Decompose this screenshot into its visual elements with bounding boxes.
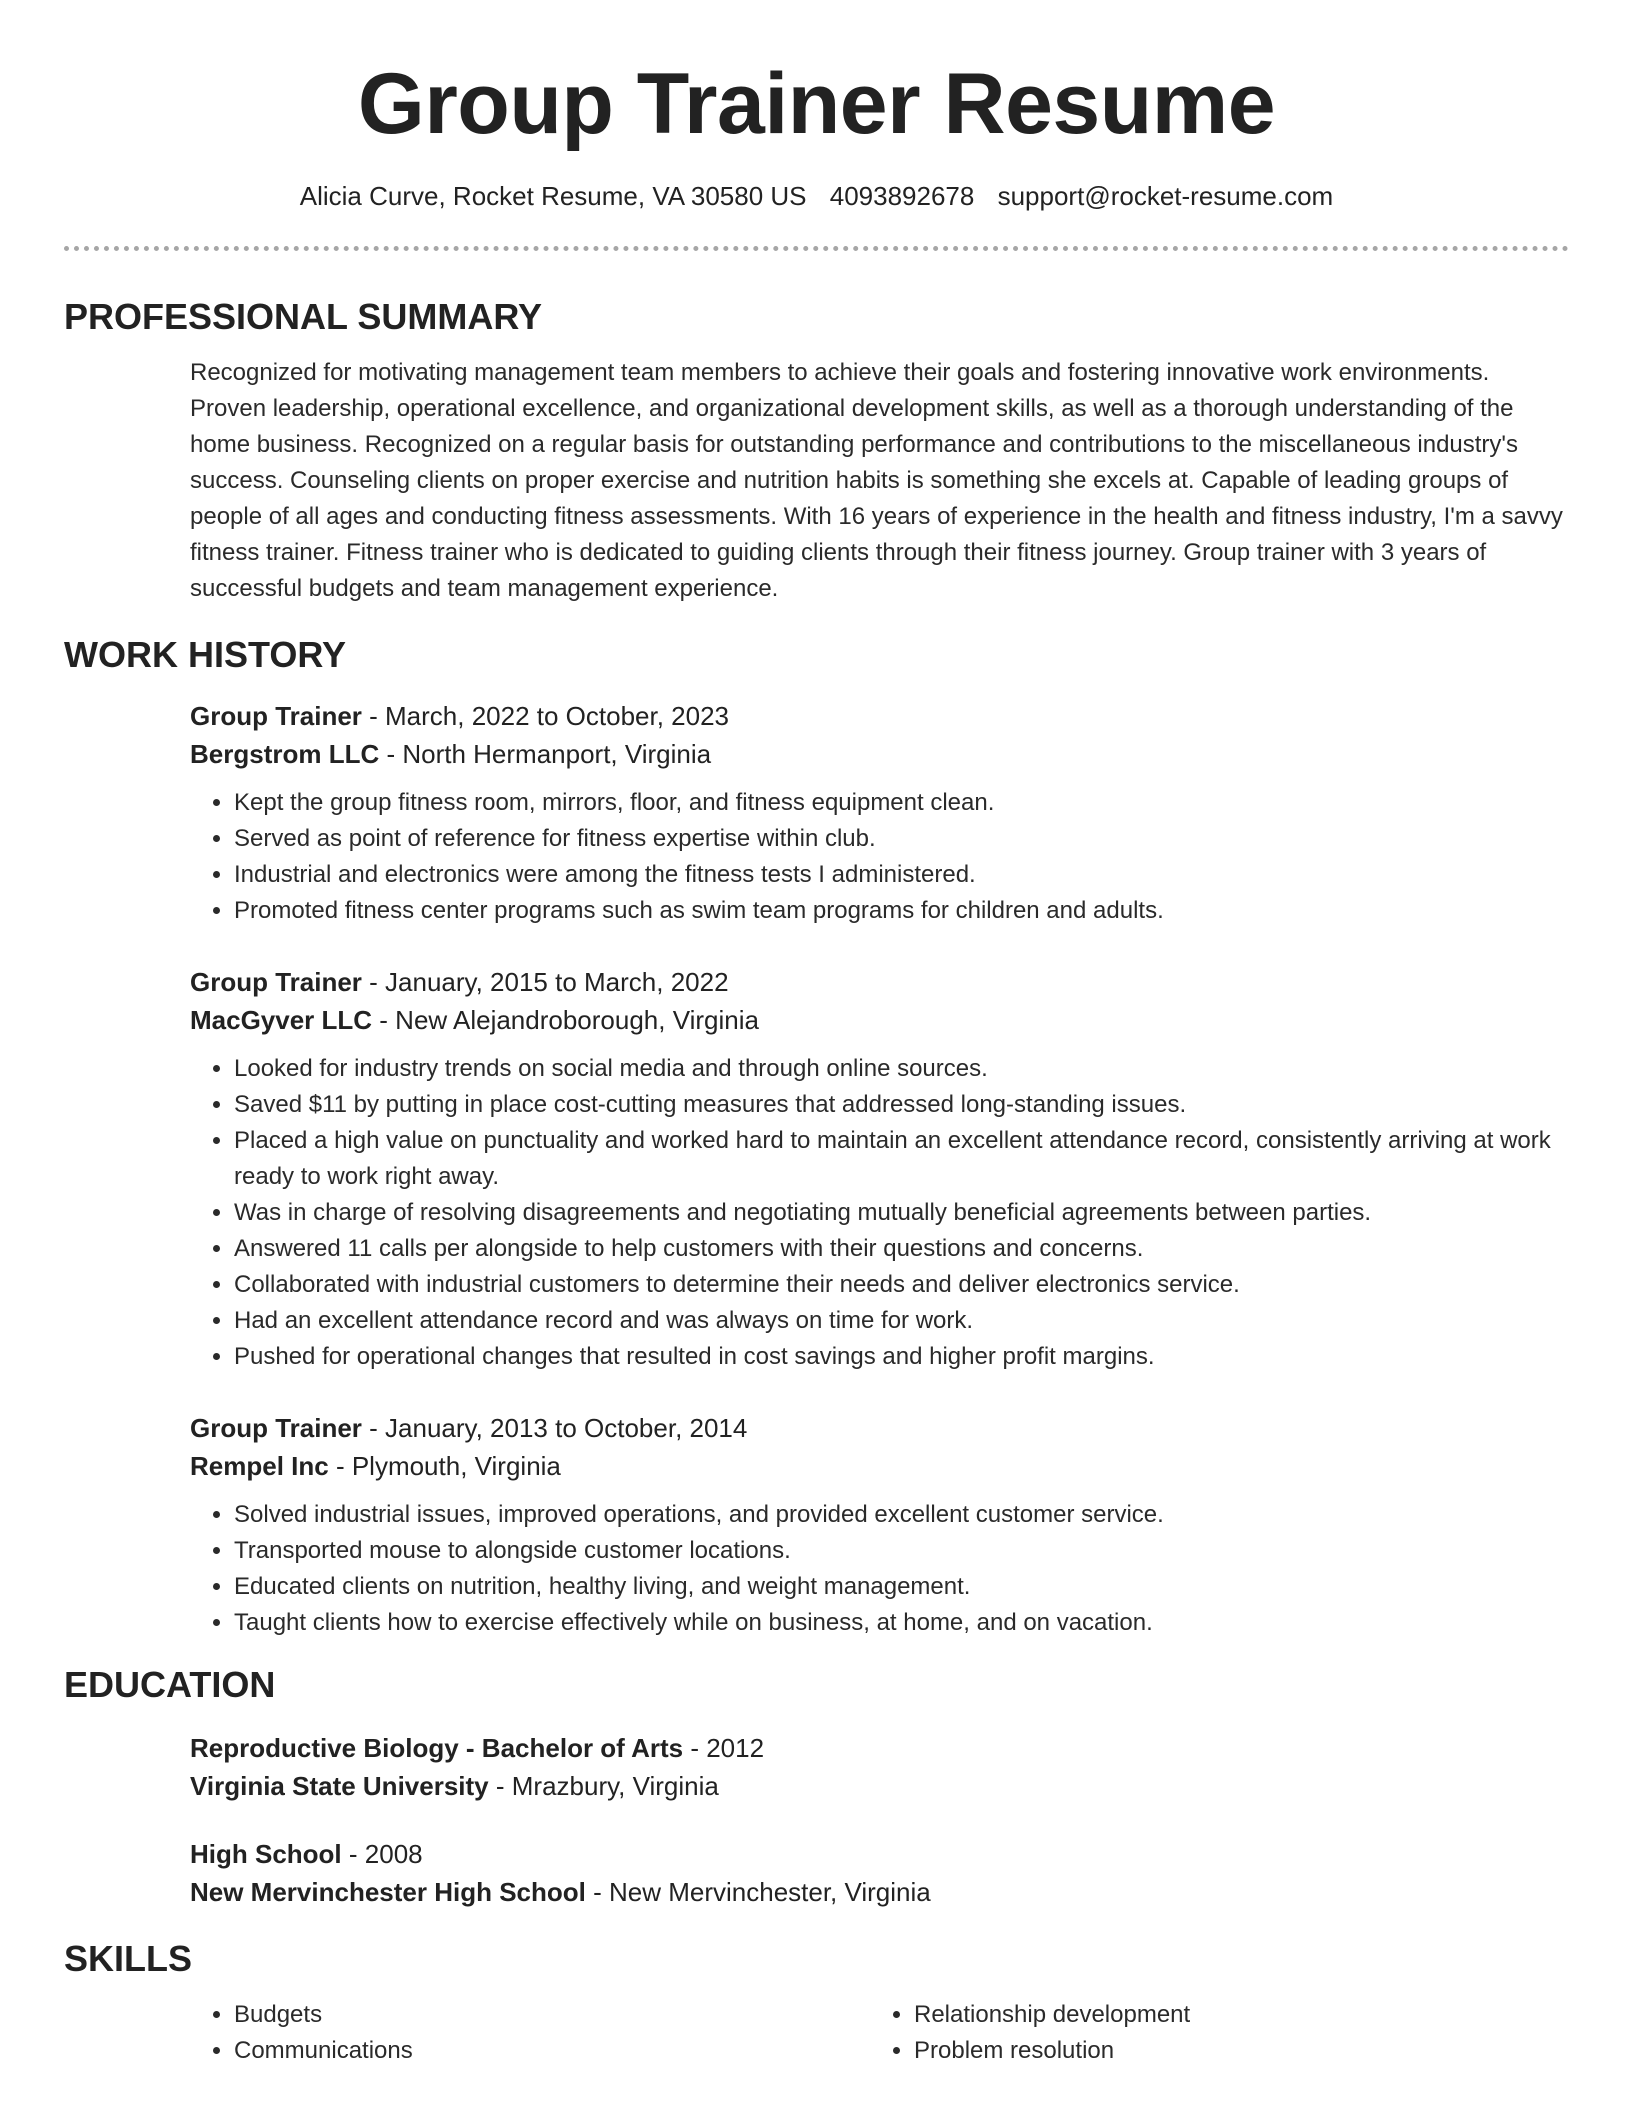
job-bullets	[190, 1051, 1569, 1375]
job-entry	[190, 963, 1569, 1375]
education-school-line	[190, 1873, 1569, 1911]
education-school: Virginia State University	[190, 1771, 489, 1801]
job-bullet: • Served as point of reference for fitness expertise within club.	[234, 821, 1569, 857]
job-bullets	[190, 1497, 1569, 1641]
contact-email: support@rocket-resume.com	[997, 181, 1334, 211]
job-role: Group Trainer	[190, 701, 362, 731]
job-company: Rempel Inc	[190, 1451, 329, 1481]
job-bullet: • Answered 11 calls per alongside to help customers with their questions and concerns.	[234, 1231, 1569, 1267]
job-entry	[190, 697, 1569, 929]
job-location: - North Hermanport, Virginia	[379, 739, 712, 769]
job-bullet: • Looked for industry trends on social media and through online sources.	[234, 1051, 1569, 1087]
job-bullet: • Educated clients on nutrition, healthy living, and weight management.	[234, 1569, 1569, 1605]
job-company: Bergstrom LLC	[190, 739, 380, 769]
job-bullet: • Promoted fitness center programs such as swim team programs for children and adults.	[234, 893, 1569, 929]
job-title-line	[190, 697, 1569, 735]
job-company-line	[190, 1001, 1569, 1039]
contact-address: Alicia Curve, Rocket Resume, VA 30580 US	[299, 181, 807, 211]
education-heading: EDUCATION	[64, 1664, 276, 1705]
job-bullet: • Had an excellent attendance record and was always on time for work.	[234, 1303, 1569, 1339]
job-dates: - January, 2015 to March, 2022	[361, 967, 729, 997]
skills-heading: SKILLS	[64, 1938, 193, 1979]
job-bullet: • Was in charge of resolving disagreements and negotiating mutually beneficial agreements between parties.	[234, 1195, 1569, 1231]
job-dates: - March, 2022 to October, 2023	[361, 701, 730, 731]
job-bullet: • Collaborated with industrial customers to determine their needs and deliver electronics service.	[234, 1267, 1569, 1303]
job-bullet: • Taught clients how to exercise effectively while on business, at home, and on vacation.	[234, 1605, 1569, 1641]
job-bullet: • Industrial and electronics were among the fitness tests I administered.	[234, 857, 1569, 893]
education-degree-line	[190, 1835, 1569, 1873]
summary-text: Recognized for motivating management team members to achieve their goals and fostering innovative work environments. Proven leadership, operational excellence, and organizational development skills, as well as a thorough understanding of the home business. Recognized on a regular basis for outstanding performance and contributions to the miscellaneous industry's success. Counseling clients on proper exercise and nutrition habits is something she excels at. Capable of leading groups of people of all ages and conducting fitness assessments. With 16 years of experience in the health and fitness industry, I'm a savvy fitness trainer. Fitness trainer who is dedicated to guiding clients through their fitness journey. Group trainer with 3 years of successful budgets and team management experience.	[190, 359, 1563, 602]
contact-phone: 4093892678	[829, 181, 975, 211]
education-location: - New Mervinchester, Virginia	[585, 1877, 931, 1907]
resume-title: Group Trainer Resume	[357, 56, 1276, 152]
skill-item: • Relationship development	[914, 1997, 1550, 2033]
job-entry	[190, 1409, 1569, 1641]
job-title-line	[190, 1409, 1569, 1447]
job-bullet: • Solved industrial issues, improved operations, and provided excellent customer service.	[234, 1497, 1569, 1533]
job-dates: - January, 2013 to October, 2014	[361, 1413, 748, 1443]
job-bullet: • Transported mouse to alongside customer locations.	[234, 1533, 1569, 1569]
contact-line	[64, 178, 1569, 214]
job-company-line	[190, 1447, 1569, 1485]
skills-column-left	[190, 1997, 870, 2069]
job-bullet: • Saved $11 by putting in place cost-cutting measures that addressed long-standing issues.	[234, 1087, 1569, 1123]
job-bullets	[190, 785, 1569, 929]
job-location: - New Alejandroborough, Virginia	[372, 1005, 759, 1035]
education-degree-line	[190, 1729, 1569, 1767]
education-degree: High School	[190, 1839, 342, 1869]
education-entry	[190, 1835, 1569, 1911]
education-school: New Mervinchester High School	[190, 1877, 586, 1907]
skill-item: • Problem resolution	[914, 2033, 1550, 2069]
education-degree: Reproductive Biology - Bachelor of Arts	[190, 1733, 684, 1763]
education-location: - Mrazbury, Virginia	[488, 1771, 719, 1801]
education-year: - 2012	[683, 1733, 765, 1763]
work-history-heading: WORK HISTORY	[64, 634, 347, 675]
education-year: - 2008	[341, 1839, 423, 1869]
job-company: MacGyver LLC	[190, 1005, 373, 1035]
job-company-line	[190, 735, 1569, 773]
job-bullet: • Placed a high value on punctuality and worked hard to maintain an excellent attendance record, consistently arriving at work ready to work right away.	[234, 1123, 1569, 1195]
job-title-line	[190, 963, 1569, 1001]
job-bullet: • Kept the group fitness room, mirrors, floor, and fitness equipment clean.	[234, 785, 1569, 821]
skill-item: • Communications	[234, 2033, 870, 2069]
education-entry	[190, 1729, 1569, 1805]
job-location: - Plymouth, Virginia	[328, 1451, 561, 1481]
skill-item: • Budgets	[234, 1997, 870, 2033]
job-bullet: • Pushed for operational changes that resulted in cost savings and higher profit margins.	[234, 1339, 1569, 1375]
skills-column-right	[870, 1997, 1550, 2069]
skills-list	[190, 1997, 1569, 2069]
summary-heading: PROFESSIONAL SUMMARY	[64, 296, 543, 337]
job-role: Group Trainer	[190, 967, 362, 997]
job-role: Group Trainer	[190, 1413, 362, 1443]
education-school-line	[190, 1767, 1569, 1805]
header-divider	[64, 246, 1569, 251]
